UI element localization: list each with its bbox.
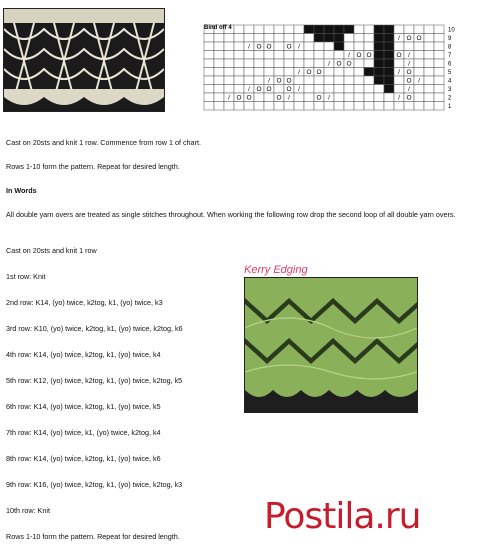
chart-cell [224, 85, 234, 94]
chart-cell [234, 25, 244, 34]
chart-cell [394, 85, 404, 94]
chart-cell [434, 59, 444, 68]
chart-cell [414, 102, 424, 111]
chart-cell [424, 93, 434, 102]
chart-cell [204, 93, 214, 102]
chart-symbol: / [268, 77, 270, 85]
chart-cell [234, 51, 244, 60]
intro-rows-form: Rows 1-10 form the pattern. Repeat for desired length. [6, 162, 180, 171]
chart-cell [234, 85, 244, 94]
chart-cell [254, 93, 264, 102]
chart-cell [234, 34, 244, 43]
chart-symbol: O [286, 86, 292, 94]
chart-cell [354, 42, 364, 51]
chart-cell [384, 25, 394, 34]
chart-cell [354, 85, 364, 94]
chart-symbol: O [316, 69, 322, 77]
row-instruction-2: 2nd row: K14, (yo) twice, k2tog, k1, (yo) twice, k3 [6, 298, 163, 307]
chart-cell [434, 76, 444, 85]
chart-cell [304, 25, 314, 34]
chart-cell [274, 34, 284, 43]
chart-symbol: O [396, 52, 402, 60]
chart-cell [304, 59, 314, 68]
chart-cell [254, 34, 264, 43]
chart-cell [374, 85, 384, 94]
chart-cell [404, 25, 414, 34]
chart-cell [244, 68, 254, 77]
lace-photo-white [3, 8, 165, 112]
chart-cell [304, 76, 314, 85]
chart-cell [364, 102, 374, 111]
lace-photo-green-graphic [245, 278, 417, 412]
knitting-chart-grid [176, 20, 466, 112]
chart-cell [264, 34, 274, 43]
chart-cell [384, 102, 394, 111]
chart-symbol: O [276, 94, 282, 102]
chart-cell [294, 76, 304, 85]
chart-symbol: / [408, 60, 410, 68]
chart-cell [314, 25, 324, 34]
chart-cell [314, 42, 324, 51]
chart-cell [424, 51, 434, 60]
chart-cell [274, 59, 284, 68]
chart-cell [224, 76, 234, 85]
chart-cell [234, 68, 244, 77]
chart-cell [384, 59, 394, 68]
chart-symbol: O [416, 35, 422, 43]
chart-cell [254, 76, 264, 85]
chart-cell [214, 34, 224, 43]
chart-symbol: O [256, 43, 262, 51]
chart-cell [374, 34, 384, 43]
chart-cell [214, 51, 224, 60]
chart-cell [244, 59, 254, 68]
chart-cell [264, 59, 274, 68]
chart-cell [204, 102, 214, 111]
chart-cell [254, 25, 264, 34]
chart-cell [294, 34, 304, 43]
row-instruction-10: 10th row: Knit [6, 506, 50, 515]
chart-row-number: 3 [448, 87, 452, 93]
chart-cell [264, 102, 274, 111]
chart-cell [334, 68, 344, 77]
chart-cell [414, 59, 424, 68]
chart-symbol: / [348, 52, 350, 60]
chart-cell [344, 68, 354, 77]
chart-cell [234, 59, 244, 68]
chart-cell [304, 85, 314, 94]
chart-cell [384, 76, 394, 85]
chart-cell [214, 68, 224, 77]
chart-cell [354, 76, 364, 85]
chart-cell [344, 34, 354, 43]
chart-cell [394, 25, 404, 34]
row-instruction-1: 1st row: Knit [6, 272, 46, 281]
chart-cell [324, 51, 334, 60]
chart-cell [364, 42, 374, 51]
chart-cell [294, 102, 304, 111]
chart-cell [424, 102, 434, 111]
row-instruction-3: 3rd row: K10, (yo) twice, k2tog, k1, (yo) twice, k2tog, k6 [6, 324, 183, 333]
chart-cell [284, 102, 294, 111]
chart-cell [344, 102, 354, 111]
chart-cell [314, 59, 324, 68]
chart-cell [324, 85, 334, 94]
chart-row-number: 1 [448, 104, 452, 110]
chart-symbol: O [256, 86, 262, 94]
chart-symbol: / [408, 52, 410, 60]
chart-cell [374, 51, 384, 60]
chart-row-number: 10 [448, 27, 455, 34]
chart-cell [304, 34, 314, 43]
chart-symbol: / [328, 94, 330, 102]
row-instruction-9: 9th row: K16, (yo) twice, k2tog, k1, (yo) twice, k2tog, k3 [6, 480, 183, 489]
chart-cell [354, 93, 364, 102]
chart-cell [284, 51, 294, 60]
chart-cell [214, 76, 224, 85]
chart-cell [284, 59, 294, 68]
chart-cell [284, 25, 294, 34]
chart-cell [434, 93, 444, 102]
chart-cell [424, 59, 434, 68]
chart-cell [364, 25, 374, 34]
chart-cell [214, 59, 224, 68]
chart-cell [294, 25, 304, 34]
chart-symbol: O [406, 35, 412, 43]
chart-cell [244, 34, 254, 43]
chart-cell [374, 102, 384, 111]
chart-cell [274, 102, 284, 111]
chart-row-number: 6 [448, 61, 452, 68]
chart-symbol: O [366, 52, 372, 60]
chart-cell [384, 85, 394, 94]
chart-cell [274, 42, 284, 51]
chart-symbol: / [398, 94, 400, 102]
chart-symbol: O [336, 60, 342, 68]
chart-cell [354, 59, 364, 68]
chart-cell [434, 51, 444, 60]
row-instruction-6: 6th row: K14, (yo) twice, k2tog, k1, (yo) twice, k5 [6, 402, 161, 411]
chart-cell [434, 102, 444, 111]
chart-cell [234, 76, 244, 85]
chart-cell [274, 85, 284, 94]
chart-cell [424, 76, 434, 85]
chart-cell [284, 68, 294, 77]
chart-cell [294, 93, 304, 102]
chart-cell [364, 85, 374, 94]
chart-symbol: O [406, 94, 412, 102]
chart-cell [324, 25, 334, 34]
chart-cell [394, 76, 404, 85]
chart-cell [284, 34, 294, 43]
chart-cell [304, 42, 314, 51]
chart-cell [314, 102, 324, 111]
chart-cell [334, 42, 344, 51]
chart-cell [354, 68, 364, 77]
chart-symbol: O [266, 43, 272, 51]
chart-symbol: / [408, 86, 410, 94]
chart-cell [204, 51, 214, 60]
chart-cell [204, 68, 214, 77]
chart-cell [304, 93, 314, 102]
intro-cast-on: Cast on 20sts and knit 1 row. Commence from row 1 of chart. [6, 138, 201, 147]
chart-cell [374, 59, 384, 68]
chart-symbol: / [288, 94, 290, 102]
chart-cell [434, 68, 444, 77]
chart-cell [344, 42, 354, 51]
chart-cell [254, 59, 264, 68]
lace-photo-white-graphic [4, 9, 164, 111]
chart-cell [244, 102, 254, 111]
chart-cell [204, 76, 214, 85]
photo-caption: Kerry Edging [244, 264, 308, 276]
chart-cell [434, 34, 444, 43]
chart-cell [364, 59, 374, 68]
chart-cell [364, 93, 374, 102]
chart-cell [354, 25, 364, 34]
chart-cell [314, 51, 324, 60]
chart-cell [314, 76, 324, 85]
chart-cell [334, 102, 344, 111]
chart-cell [424, 85, 434, 94]
chart-row-number: 7 [448, 53, 452, 59]
chart-cell [344, 93, 354, 102]
chart-symbol: O [306, 69, 312, 77]
chart-cell [294, 51, 304, 60]
chart-cell [204, 85, 214, 94]
bind-off-label: Bind off 4 [204, 25, 232, 31]
chart-cell [344, 76, 354, 85]
chart-cell [384, 51, 394, 60]
chart-cell [374, 93, 384, 102]
chart-cell [394, 102, 404, 111]
chart-symbol: / [298, 43, 300, 51]
chart-cell [294, 59, 304, 68]
chart-cell [324, 34, 334, 43]
chart-cell [354, 34, 364, 43]
lace-photo-green [244, 277, 418, 413]
row-instruction-8: 8th row: K14, (yo) twice, k2tog, k1, (yo) twice, k6 [6, 454, 161, 463]
chart-symbol: O [246, 94, 252, 102]
chart-row-number: 9 [448, 36, 452, 42]
chart-cell [384, 68, 394, 77]
chart-cell [244, 51, 254, 60]
chart-cell [254, 68, 264, 77]
chart-cell [264, 93, 274, 102]
chart-cell [214, 85, 224, 94]
chart-cell [264, 51, 274, 60]
chart-cell [274, 25, 284, 34]
in-words-cast-on: Cast on 20sts and knit 1 row [6, 246, 97, 255]
chart-cell [214, 93, 224, 102]
chart-cell [414, 42, 424, 51]
chart-row-number: 2 [448, 95, 452, 102]
chart-cell [394, 42, 404, 51]
chart-cell [314, 85, 324, 94]
chart-cell [394, 59, 404, 68]
chart-cell [384, 34, 394, 43]
chart-cell [404, 42, 414, 51]
chart-cell [264, 68, 274, 77]
chart-cell [424, 25, 434, 34]
chart-cell [434, 85, 444, 94]
chart-symbol: / [248, 86, 250, 94]
chart-cell [224, 102, 234, 111]
chart-symbol: O [406, 69, 412, 77]
chart-cell [354, 102, 364, 111]
chart-cell [414, 25, 424, 34]
chart-cell [224, 34, 234, 43]
chart-cell [374, 76, 384, 85]
chart-symbol: O [356, 52, 362, 60]
in-words-rows-form: Rows 1-10 form the pattern. Repeat for desired length. [6, 532, 180, 541]
chart-cell [344, 85, 354, 94]
chart-symbol: / [298, 86, 300, 94]
chart-cell [234, 42, 244, 51]
chart-cell [434, 42, 444, 51]
chart-symbol: O [276, 77, 282, 85]
chart-cell [244, 25, 254, 34]
chart-cell [304, 51, 314, 60]
chart-cell [374, 68, 384, 77]
chart-cell [414, 85, 424, 94]
chart-cell [214, 102, 224, 111]
chart-cell [224, 51, 234, 60]
chart-cell [224, 42, 234, 51]
chart-cell [424, 34, 434, 43]
row-instruction-4: 4th row: K14, (yo) twice, k2tog, k1, (yo) twice, k4 [6, 350, 161, 359]
chart-cell [344, 25, 354, 34]
in-words-heading: In Words [6, 186, 37, 195]
chart-cell [374, 25, 384, 34]
chart-cell [254, 51, 264, 60]
chart-row-number: 4 [448, 78, 452, 85]
chart-cell [324, 102, 334, 111]
chart-cell [414, 68, 424, 77]
chart-symbol: / [418, 77, 420, 85]
chart-cell [254, 102, 264, 111]
chart-cell [274, 51, 284, 60]
chart-cell [424, 42, 434, 51]
chart-cell [264, 25, 274, 34]
chart-cell [374, 42, 384, 51]
chart-cell [334, 25, 344, 34]
chart-cell [314, 34, 324, 43]
chart-cell [244, 76, 254, 85]
chart-symbol: O [346, 60, 352, 68]
chart-cell [204, 34, 214, 43]
chart-cell [324, 42, 334, 51]
chart-cell [424, 68, 434, 77]
chart-cell [364, 68, 374, 77]
chart-symbol: / [398, 35, 400, 43]
chart-cell [334, 34, 344, 43]
chart-cell [224, 68, 234, 77]
chart-cell [334, 51, 344, 60]
chart-symbol: / [248, 43, 250, 51]
chart-cell [414, 93, 424, 102]
chart-cell [324, 76, 334, 85]
chart-symbol: O [286, 43, 292, 51]
knitting-chart [176, 20, 466, 112]
chart-symbol: / [228, 94, 230, 102]
chart-symbol: O [236, 94, 242, 102]
chart-cell [204, 42, 214, 51]
chart-symbol: / [298, 69, 300, 77]
chart-cell [214, 42, 224, 51]
chart-symbol: / [398, 69, 400, 77]
chart-cell [304, 102, 314, 111]
chart-cell [434, 25, 444, 34]
watermark: Postila.ru [264, 496, 421, 537]
chart-cell [384, 93, 394, 102]
chart-row-number: 8 [448, 44, 452, 51]
chart-cell [364, 34, 374, 43]
chart-cell [274, 68, 284, 77]
chart-cell [334, 85, 344, 94]
row-instruction-7: 7th row: K14, (yo) twice, k1, (yo) twice, k2tog, k4 [6, 428, 161, 437]
chart-symbol: / [328, 60, 330, 68]
row-instruction-5: 5th row: K12, (yo) twice, k2tog, k1, (yo) twice, k2tog, k5 [6, 376, 183, 385]
chart-symbol: O [286, 77, 292, 85]
chart-cell [414, 51, 424, 60]
chart-cell [364, 76, 374, 85]
chart-cell [404, 102, 414, 111]
chart-symbol: O [266, 86, 272, 94]
chart-cell [234, 102, 244, 111]
chart-cell [224, 59, 234, 68]
chart-cell [334, 93, 344, 102]
chart-cell [384, 42, 394, 51]
chart-symbol: O [316, 94, 322, 102]
chart-cell [334, 76, 344, 85]
chart-row-number: 5 [448, 70, 452, 76]
chart-cell [204, 59, 214, 68]
chart-symbol: O [406, 77, 412, 85]
chart-cell [324, 68, 334, 77]
yarn-overs-note: All double yarn overs are treated as single stitches throughout. When working the following row drop the second loop of all double yarn overs. [6, 210, 456, 219]
